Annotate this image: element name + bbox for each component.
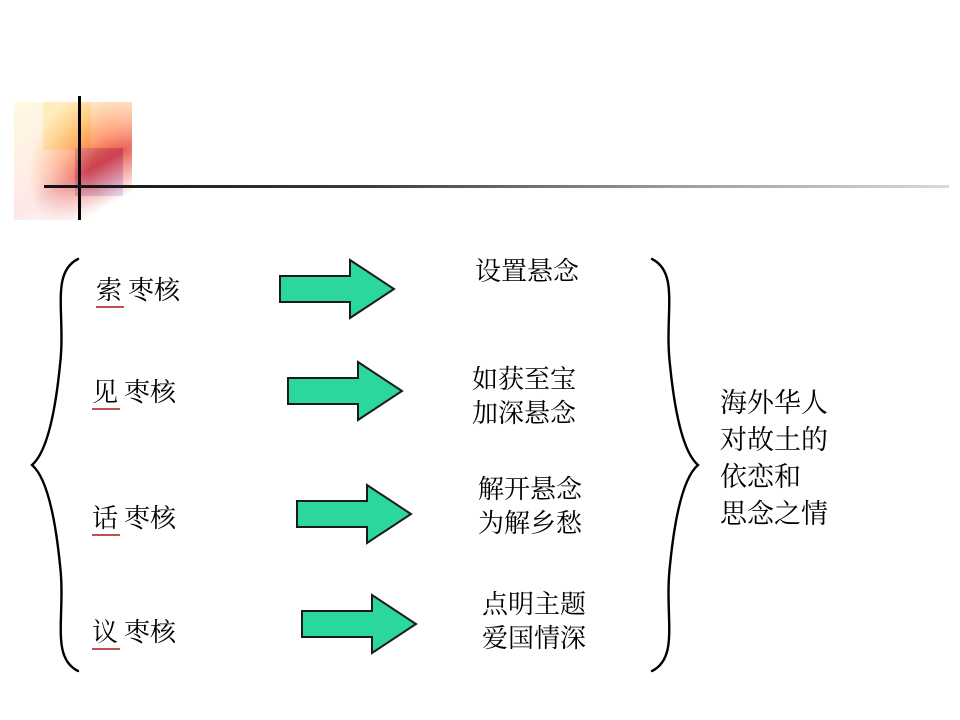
conclusion-line: 对故土的	[720, 425, 828, 455]
effect-row-2	[472, 363, 576, 431]
keyword-row-1	[96, 270, 180, 307]
keyword-lead-3: 话	[92, 504, 120, 536]
effect-row-1	[475, 255, 579, 289]
keyword-rest-4: 枣核	[124, 618, 177, 647]
effect-line: 爱国情深	[482, 624, 587, 653]
keyword-rest-3: 枣核	[124, 504, 177, 533]
keyword-rest-2: 枣核	[124, 378, 177, 407]
keyword-lead-4: 议	[92, 618, 120, 650]
keyword-rest-1: 枣核	[128, 276, 181, 305]
effect-line: 为解乡愁	[478, 509, 583, 538]
right-arrow-icon	[300, 593, 418, 655]
keyword-row-2	[92, 372, 176, 409]
conclusion-line: 海外华人	[720, 388, 828, 418]
effect-line: 加深悬念	[472, 399, 577, 428]
effect-row-3	[478, 473, 582, 541]
keyword-row-4	[92, 612, 176, 649]
keyword-row-3	[92, 498, 176, 535]
left-brace-icon	[20, 255, 90, 675]
keyword-lead-2: 见	[92, 378, 120, 410]
effect-line: 如获至宝	[472, 365, 577, 394]
effect-line: 解开悬念	[478, 475, 583, 504]
right-arrow-icon	[286, 360, 404, 422]
right-arrow-icon	[295, 483, 413, 545]
conclusion-line: 思念之情	[720, 499, 828, 529]
right-brace-icon	[640, 255, 710, 675]
conclusion-line: 依恋和	[720, 462, 801, 492]
right-arrow-icon	[278, 258, 396, 320]
keyword-lead-1: 索	[96, 276, 124, 308]
effect-line: 点明主题	[482, 590, 587, 619]
effect-row-4	[482, 588, 586, 656]
effect-line: 设置悬念	[475, 257, 580, 286]
conclusion-text	[720, 385, 828, 533]
